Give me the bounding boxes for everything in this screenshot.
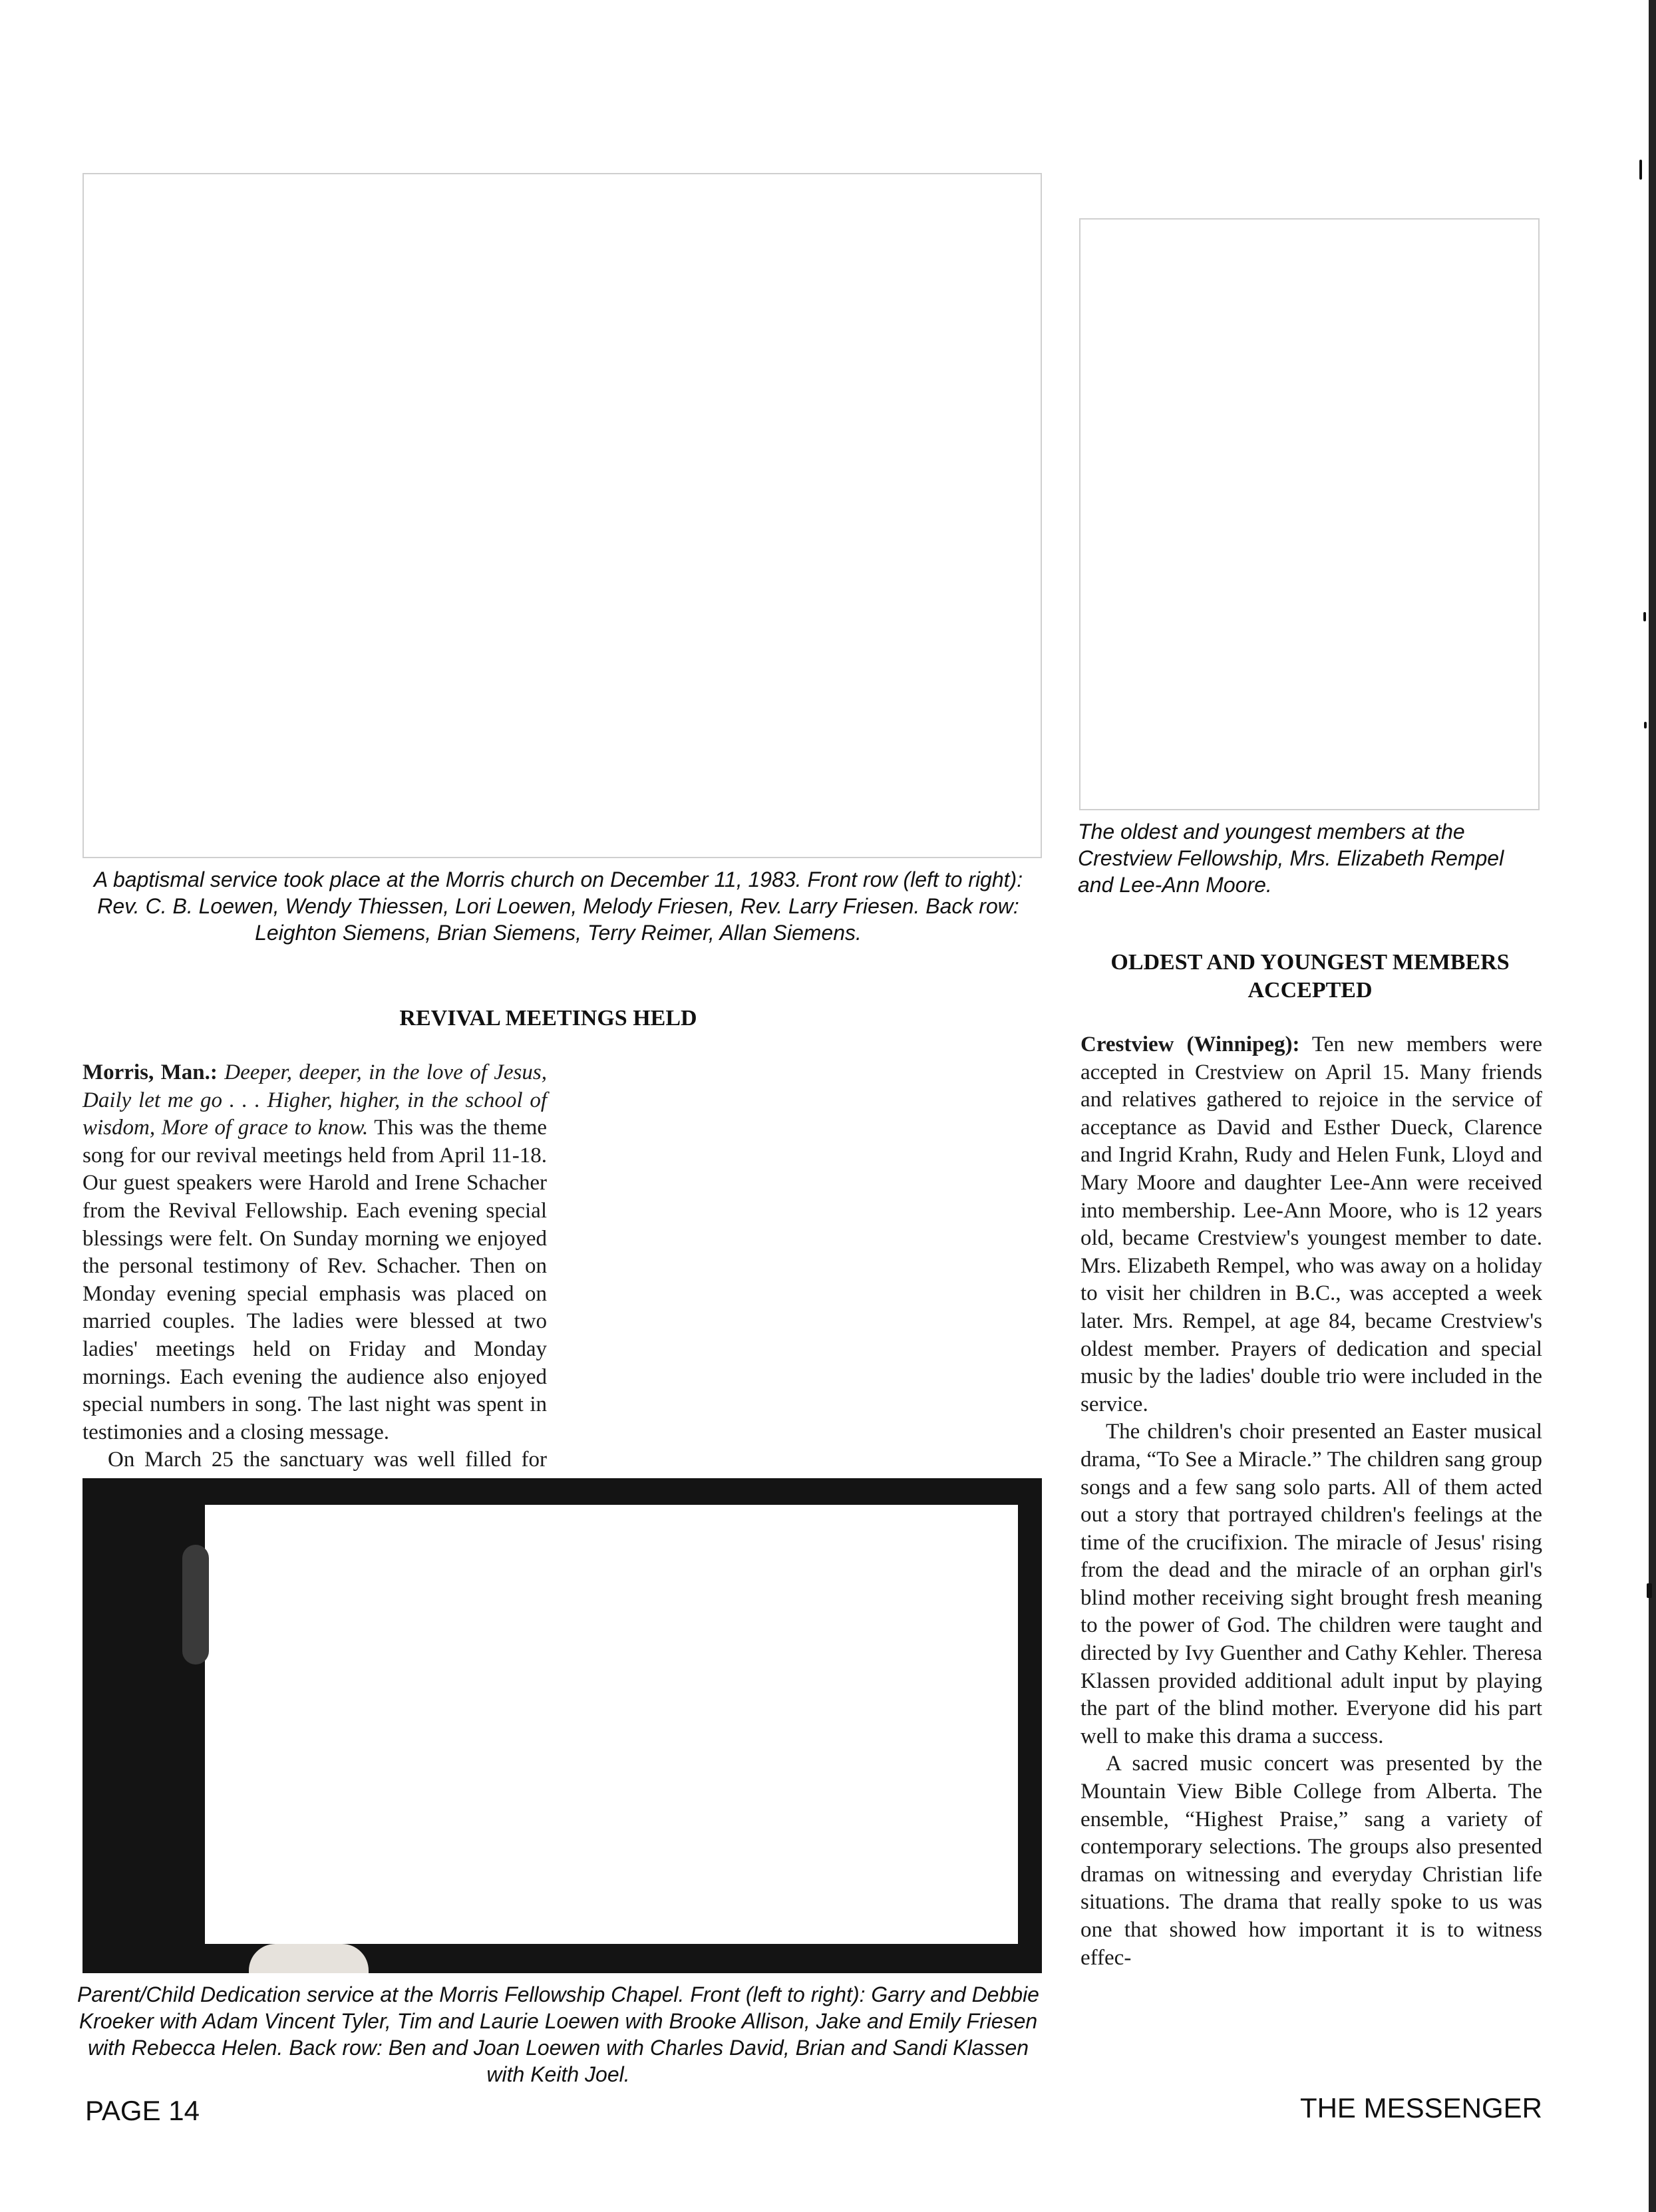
scan-mark — [1644, 722, 1647, 728]
members-caption: The oldest and youngest members at the Crestview Fellowship, Mrs. Elizabeth Rempel and Lee-Ann Moore. — [1078, 820, 1504, 897]
revival-lyric: Deeper, deeper, in the love of Jesus, Daily let me go . . . Higher, higher, in the school of wisdom, More of grace to know. — [83, 1060, 547, 1140]
dedication-photo-detail — [249, 1944, 369, 1973]
dedication-photo — [83, 1478, 1042, 1973]
dedication-caption: Parent/Child Dedication service at the Morris Fellowship Chapel. Front (left to right): Garry and Debbie Kroeker with Adam Vincent Tyler, Tim and Laurie Loewen with Brooke Allison, Jake and Emily Friesen with Rebecca Helen. Back row: Ben and Joan Loewen with Charles David, Brian and Sandi Klassen with Keith Joel. — [77, 1982, 1039, 2086]
members-photo — [1079, 218, 1540, 810]
publication-name: THE MESSENGER — [1299, 2092, 1542, 2124]
page-number: PAGE 14 — [85, 2095, 200, 2126]
revival-paragraph-1 — [83, 1059, 547, 1446]
baptism-photo — [83, 173, 1042, 858]
members-dateline: Crestview (Winnipeg): — [1080, 1032, 1300, 1056]
revival-paragraph-2: On March 25 the sanctuary was well filled for — [108, 1448, 547, 1472]
revival-headline: REVIVAL MEETINGS HELD — [399, 1006, 697, 1030]
scan-mark — [1639, 160, 1642, 180]
members-headline: OLDEST AND YOUNGEST MEMBERS ACCEPTED — [1110, 950, 1510, 1003]
baptism-caption: A baptismal service took place at the Morris church on December 11, 1983. Front row (left to right): Rev. C. B. Loewen, Wendy Thiessen, Lori Loewen, Melody Friesen, Rev. Larry Friesen. Back row: Leighton Siemens, Brian Siemens, Terry Reimer, Allan Siemens. — [93, 868, 1023, 945]
members-paragraph-1-text: Ten new members were accepted in Crestview on April 15. Many friends and relatives gathered to rejoice in the service of acceptance as David and Esther Dueck, Clarence and Ingrid Krahn, Rudy and Helen Funk, Lloyd and Mary Moore and daughter Lee-Ann were received into membership. Lee-Ann Moore, who is 12 years old, became Crestview's youngest member to date. Mrs. Elizabeth Rempel, who was away on a holiday to visit her children in B.C., was accepted a week later. Mrs. Rempel, at age 84, became Crestview's oldest member. Prayers of dedication and special music by the ladies' double trio were included in the service. — [1080, 1032, 1542, 1416]
scan-mark — [1647, 1583, 1652, 1598]
dedication-photo-print — [205, 1505, 1018, 1944]
scan-mark — [1643, 612, 1646, 621]
members-paragraph-3: A sacred music concert was presented by the Mountain View Bible College from Alberta. The ensemble, “Highest Praise,” sang a variety of contemporary selections. The groups also presented dramas on witnessing and everyday Christian life situations. The drama that really spoke to us was one that showed how important it is to witness effec- — [1080, 1752, 1542, 1970]
revival-paragraph-1-text: This was the theme song for our revival meetings held from April 11-18. Our guest speakers were Harold and Irene Schacher from the Revival Fellowship. Each evening special blessings were felt. On Sunday morning we enjoyed the personal testimony of Rev. Schacher. Then on Monday evening special emphasis was placed on married couples. The ladies were blessed at two ladies' meetings held on Friday and Monday mornings. Each evening the audience also enjoyed special numbers in song. The last night was spent in testimonies and a closing message. — [83, 1116, 548, 1444]
dedication-photo-figure — [182, 1545, 209, 1664]
revival-dateline: Morris, Man.: — [83, 1060, 218, 1084]
members-paragraph-1 — [1080, 1031, 1542, 1418]
members-column — [1080, 1031, 1542, 2082]
members-paragraph-2: The children's choir presented an Easter musical drama, “To See a Miracle.” The children sang group songs and a few sang solo parts. All of them acted out a story that portrayed children's feelings at the time of the crucifixion. The miracle of Jesus' rising from the dead and the miracle of an orphan girl's blind mother receiving sight brought fresh meaning to the power of God. The children were taught and directed by Ivy Guenther and Cathy Kehler. Theresa Klassen provided additional adult input by playing the part of the blind mother. Everyone did his part well to make this drama a success. — [1080, 1420, 1542, 1748]
scan-edge — [1649, 0, 1656, 2212]
